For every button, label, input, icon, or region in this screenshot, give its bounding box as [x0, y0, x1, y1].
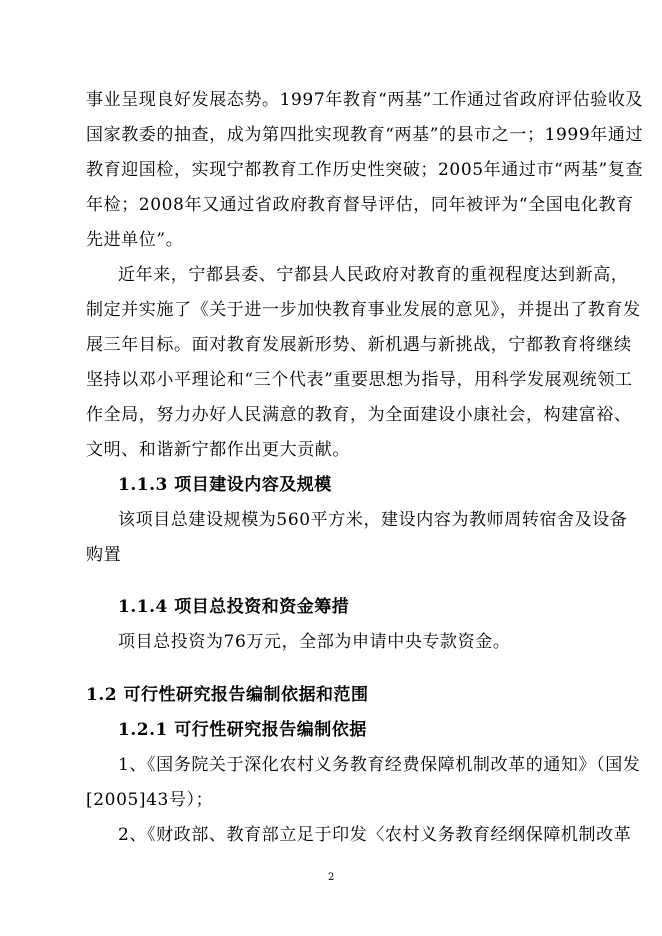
body-text-line: 项目总投资为76万元，全部为申请中央专款资金。 — [118, 632, 511, 652]
body-text-line: 先进单位”。 — [86, 230, 184, 250]
body-text-line: 事业呈现良好发展态势。1997年教育“两基”工作通过省政府评估验收及 — [86, 90, 644, 110]
section-heading-1-1-3: 1.1.3 项目建设内容及规模 — [118, 475, 332, 495]
body-text-line: 该项目总建设规模为560平方米，建设内容为教师周转宿舍及设备 — [118, 510, 628, 530]
body-text-line: 制定并实施了《关于进一步加快教育事业发展的意见》，并提出了教育发 — [86, 300, 641, 320]
body-text-line: 文明、和谐新宁都作出更大贡献。 — [86, 440, 350, 460]
body-text-line: 展三年目标。面对教育发展新形势、新机遇与新挑战，宁都教育将继续 — [86, 335, 632, 355]
section-heading-1-2-1: 1.2.1 可行性研究报告编制依据 — [118, 720, 367, 740]
page-number: 2 — [328, 872, 335, 883]
body-text-line: 国家教委的抽查，成为第四批实现教育“两基”的县市之一；1999年通过 — [86, 125, 644, 145]
body-text-line: [2005]43号）； — [86, 790, 214, 810]
body-text-line: 2、《财政部、教育部立足于印发〈农村义务教育经纲保障机制改革 — [118, 825, 632, 845]
body-text-line: 坚持以邓小平理论和“三个代表”重要思想为指导，用科学发展观统领工 — [86, 370, 633, 390]
body-text-line: 近年来，宁都县委、宁都县人民政府对教育的重视程度达到新高， — [118, 265, 629, 285]
section-heading-1-2: 1.2 可行性研究报告编制依据和范围 — [86, 685, 369, 705]
body-text-line: 作全局，努力办好人民满意的教育，为全面建设小康社会，构建富裕、 — [86, 405, 632, 425]
section-heading-1-1-4: 1.1.4 项目总投资和资金筹措 — [118, 597, 350, 617]
body-text-line: 购置 — [86, 545, 122, 565]
body-text-line: 教育迎国检，实现宁都教育工作历史性突破；2005年通过市“两基”复查 — [86, 160, 644, 180]
body-text-line: 年检；2008年又通过省政府教育督导评估，同年被评为“全国电化教育 — [86, 195, 634, 215]
body-text-line: 1、《国务院关于深化农村义务教育经费保障机制改革的通知》（国发 — [118, 755, 641, 775]
